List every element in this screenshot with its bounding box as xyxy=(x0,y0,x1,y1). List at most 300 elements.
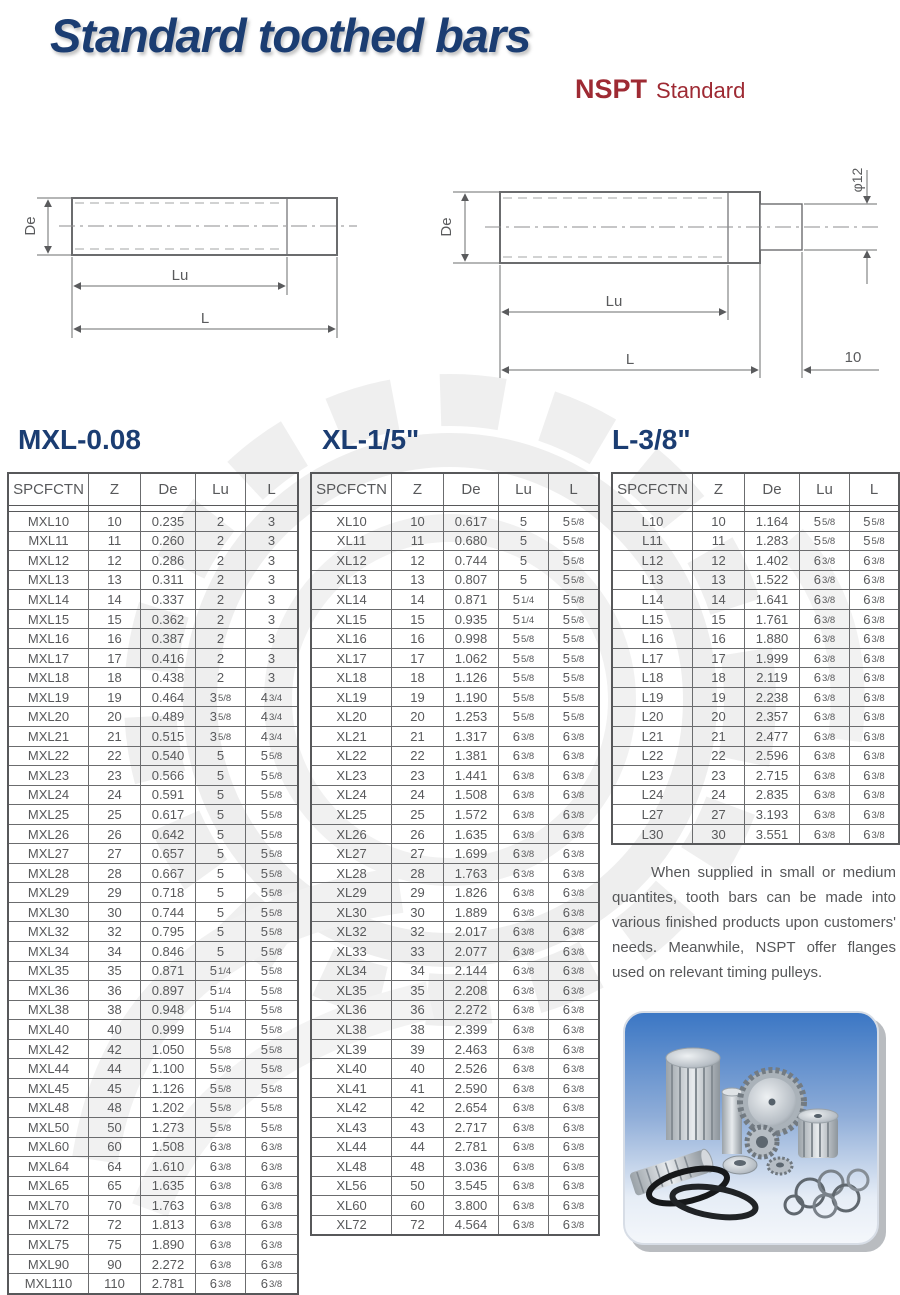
cell-spcfctn: XL26 xyxy=(336,826,367,842)
cell-z: 11 xyxy=(692,532,744,551)
cell-l: 6 3/8 xyxy=(548,1157,598,1176)
cell-l: 6 3/8 xyxy=(548,1177,598,1196)
cell-l: 5 5/8 xyxy=(245,786,297,805)
cell-lu: 6 3/8 xyxy=(799,649,849,668)
cell-l: 6 3/8 xyxy=(548,786,598,805)
table-row xyxy=(312,844,598,864)
cell-l: 5 5/8 xyxy=(548,551,598,570)
dim-label-de: De xyxy=(22,216,39,236)
cell-de: 1.126 xyxy=(443,668,498,687)
table-row xyxy=(613,649,898,669)
cell-z: 10 xyxy=(391,512,443,531)
cell-z: 28 xyxy=(391,864,443,883)
cell-lu: 6 3/8 xyxy=(498,1177,548,1196)
cell-spcfctn: L17 xyxy=(641,650,664,666)
cell-l: 3 xyxy=(245,512,297,531)
cell-de: 2.272 xyxy=(140,1255,195,1274)
cell-z: 65 xyxy=(88,1177,140,1196)
table-row xyxy=(9,766,297,786)
cell-de: 1.610 xyxy=(140,1157,195,1176)
cell-z: 26 xyxy=(88,825,140,844)
cell-lu: 6 3/8 xyxy=(799,727,849,746)
cell-spcfctn: MXL19 xyxy=(27,689,70,705)
table-header-row xyxy=(613,474,898,506)
cell-de: 0.540 xyxy=(140,747,195,766)
table-row xyxy=(312,1216,598,1235)
cell-spcfctn: XL17 xyxy=(336,650,367,666)
cell-l: 5 5/8 xyxy=(849,532,898,551)
cell-l: 5 5/8 xyxy=(548,571,598,590)
toothed-bar-drawing-right xyxy=(425,140,895,390)
cell-lu: 5 xyxy=(195,766,245,785)
table-row xyxy=(9,1020,297,1040)
cell-lu: 2 xyxy=(195,649,245,668)
cell-l: 6 3/8 xyxy=(548,1059,598,1078)
cell-l: 5 5/8 xyxy=(548,610,598,629)
cell-z: 40 xyxy=(88,1020,140,1039)
cell-l: 5 5/8 xyxy=(245,962,297,981)
table-row xyxy=(9,786,297,806)
cell-de: 0.948 xyxy=(140,1001,195,1020)
cell-de: 2.596 xyxy=(744,747,799,766)
cell-lu: 6 3/8 xyxy=(195,1216,245,1235)
cell-lu: 5 5/8 xyxy=(498,688,548,707)
cell-z: 20 xyxy=(391,707,443,726)
cell-spcfctn: MXL24 xyxy=(27,787,70,803)
table-row xyxy=(9,629,297,649)
cell-lu: 6 3/8 xyxy=(498,1098,548,1117)
cell-z: 16 xyxy=(391,629,443,648)
cell-de: 0.362 xyxy=(140,610,195,629)
cell-lu: 6 3/8 xyxy=(799,688,849,707)
cell-de: 1.763 xyxy=(443,864,498,883)
cell-l: 5 5/8 xyxy=(245,766,297,785)
cell-z: 39 xyxy=(391,1040,443,1059)
table-row xyxy=(613,590,898,610)
spec-table-mxl xyxy=(7,472,299,1295)
cell-de: 3.193 xyxy=(744,805,799,824)
cell-spcfctn: XL44 xyxy=(336,1139,367,1155)
cell-de: 0.667 xyxy=(140,864,195,883)
cell-l: 6 3/8 xyxy=(548,962,598,981)
cell-de: 0.999 xyxy=(140,1020,195,1039)
cell-z: 12 xyxy=(692,551,744,570)
table-row xyxy=(312,1118,598,1138)
cell-l: 6 3/8 xyxy=(548,883,598,902)
cell-z: 19 xyxy=(391,688,443,707)
cell-spcfctn: L21 xyxy=(641,728,664,744)
table-row xyxy=(312,668,598,688)
cell-lu: 6 3/8 xyxy=(498,766,548,785)
cell-lu: 5 1/4 xyxy=(498,590,548,609)
small-gear-pulley xyxy=(747,1127,777,1157)
header-cell-l: L xyxy=(849,474,898,505)
cell-l: 5 5/8 xyxy=(548,532,598,551)
table-row xyxy=(312,981,598,1001)
cell-l: 6 3/8 xyxy=(849,610,898,629)
cell-de: 0.657 xyxy=(140,844,195,863)
table-row xyxy=(312,766,598,786)
cell-l: 5 5/8 xyxy=(245,1059,297,1078)
dim-label-lu: Lu xyxy=(605,293,623,310)
table-row xyxy=(9,571,297,591)
cell-spcfctn: L19 xyxy=(641,689,664,705)
cell-spcfctn: MXL30 xyxy=(27,904,70,920)
cell-de: 1.508 xyxy=(443,786,498,805)
header-cell-spcfctn: SPCFCTN xyxy=(316,481,387,498)
cell-z: 38 xyxy=(391,1020,443,1039)
table-row xyxy=(312,1138,598,1158)
table-row xyxy=(9,551,297,571)
cell-spcfctn: L14 xyxy=(641,591,664,607)
cell-spcfctn: MXL25 xyxy=(27,806,70,822)
cell-spcfctn: L16 xyxy=(641,631,664,647)
cell-z: 21 xyxy=(391,727,443,746)
cell-z: 25 xyxy=(88,805,140,824)
table-row xyxy=(9,707,297,727)
cell-spcfctn: MXL14 xyxy=(27,591,70,607)
cell-spcfctn: MXL42 xyxy=(27,1041,70,1057)
brand-name: NSPT xyxy=(575,74,648,104)
table-row xyxy=(9,1001,297,1021)
cell-spcfctn: MXL110 xyxy=(24,1276,73,1292)
cell-lu: 5 1/4 xyxy=(498,610,548,629)
table-row xyxy=(9,903,297,923)
header-cell-spcfctn: SPCFCTN xyxy=(13,481,84,498)
cell-de: 2.717 xyxy=(443,1118,498,1137)
cell-spcfctn: MXL26 xyxy=(27,826,70,842)
cell-spcfctn: XL32 xyxy=(336,924,367,940)
cell-spcfctn: XL48 xyxy=(336,1158,367,1174)
table-row xyxy=(312,1020,598,1040)
cell-l: 6 3/8 xyxy=(548,1098,598,1117)
cell-lu: 5 xyxy=(195,864,245,883)
cell-de: 1.508 xyxy=(140,1138,195,1157)
table-row xyxy=(613,727,898,747)
toothed-bar-cylinder xyxy=(666,1048,720,1140)
cell-z: 30 xyxy=(692,825,744,844)
cell-z: 24 xyxy=(692,786,744,805)
cell-de: 0.718 xyxy=(140,883,195,902)
table-row xyxy=(9,1098,297,1118)
cell-de: 1.381 xyxy=(443,747,498,766)
flanged-pulley xyxy=(723,1156,757,1174)
cell-l: 5 5/8 xyxy=(548,668,598,687)
cell-de: 1.761 xyxy=(744,610,799,629)
table-row xyxy=(9,1177,297,1197)
cell-spcfctn: MXL17 xyxy=(27,650,70,666)
table-row xyxy=(312,1040,598,1060)
cell-z: 20 xyxy=(88,707,140,726)
cell-l: 6 3/8 xyxy=(548,1196,598,1215)
cell-de: 1.402 xyxy=(744,551,799,570)
cell-lu: 6 3/8 xyxy=(195,1235,245,1254)
cell-lu: 5 xyxy=(195,786,245,805)
cell-z: 16 xyxy=(692,629,744,648)
cell-lu: 5 5/8 xyxy=(498,649,548,668)
cell-lu: 6 3/8 xyxy=(498,1079,548,1098)
cell-de: 1.190 xyxy=(443,688,498,707)
table-row xyxy=(312,825,598,845)
cell-z: 24 xyxy=(391,786,443,805)
cell-spcfctn: MXL28 xyxy=(27,865,70,881)
spec-table-l xyxy=(611,472,900,845)
cell-z: 11 xyxy=(391,532,443,551)
cell-lu: 2 xyxy=(195,571,245,590)
cell-z: 22 xyxy=(391,747,443,766)
cell-z: 22 xyxy=(88,747,140,766)
cell-de: 3.545 xyxy=(443,1177,498,1196)
cell-z: 34 xyxy=(88,942,140,961)
table-row xyxy=(312,512,598,532)
cell-de: 1.999 xyxy=(744,649,799,668)
cell-lu: 6 3/8 xyxy=(498,1040,548,1059)
cell-z: 19 xyxy=(692,688,744,707)
cell-lu: 6 3/8 xyxy=(498,727,548,746)
cell-de: 0.871 xyxy=(140,962,195,981)
cell-lu: 2 xyxy=(195,668,245,687)
cell-lu: 5 5/8 xyxy=(799,532,849,551)
table-row xyxy=(613,610,898,630)
cell-l: 6 3/8 xyxy=(548,747,598,766)
cell-de: 0.591 xyxy=(140,786,195,805)
cell-spcfctn: MXL15 xyxy=(27,611,70,627)
cell-l: 5 5/8 xyxy=(245,883,297,902)
cell-z: 21 xyxy=(88,727,140,746)
cell-l: 6 3/8 xyxy=(849,688,898,707)
cell-spcfctn: MXL35 xyxy=(27,963,70,979)
product-photo xyxy=(622,1010,890,1256)
cell-lu: 5 xyxy=(195,883,245,902)
table-row xyxy=(9,668,297,688)
table-row xyxy=(613,688,898,708)
cell-lu: 5 xyxy=(195,747,245,766)
cell-z: 26 xyxy=(391,825,443,844)
cell-de: 0.387 xyxy=(140,629,195,648)
cell-lu: 5 5/8 xyxy=(195,1079,245,1098)
table-row xyxy=(613,786,898,806)
header-cell-de: De xyxy=(744,474,799,505)
table-row xyxy=(9,942,297,962)
cell-lu: 6 3/8 xyxy=(498,922,548,941)
cell-lu: 5 xyxy=(195,922,245,941)
cell-lu: 5 5/8 xyxy=(195,1098,245,1117)
cell-spcfctn: XL39 xyxy=(336,1041,367,1057)
cell-l: 5 5/8 xyxy=(548,590,598,609)
cell-de: 1.763 xyxy=(140,1196,195,1215)
cell-z: 23 xyxy=(692,766,744,785)
cell-lu: 6 3/8 xyxy=(498,747,548,766)
cell-spcfctn: MXL48 xyxy=(27,1100,70,1116)
cell-l: 6 3/8 xyxy=(245,1138,297,1157)
cell-de: 1.889 xyxy=(443,903,498,922)
cell-l: 4 3/4 xyxy=(245,707,297,726)
cell-spcfctn: XL33 xyxy=(336,943,367,959)
cell-l: 6 3/8 xyxy=(849,649,898,668)
cell-spcfctn: L13 xyxy=(641,572,664,588)
dim-label-l: L xyxy=(200,310,210,327)
cell-lu: 6 3/8 xyxy=(498,1118,548,1137)
brand-suffix: Standard xyxy=(656,78,746,103)
cell-spcfctn: L22 xyxy=(641,748,664,764)
cell-lu: 6 3/8 xyxy=(195,1196,245,1215)
cell-lu: 6 3/8 xyxy=(195,1138,245,1157)
cell-z: 90 xyxy=(88,1255,140,1274)
cell-z: 19 xyxy=(88,688,140,707)
cell-de: 1.126 xyxy=(140,1079,195,1098)
cell-l: 6 3/8 xyxy=(548,981,598,1000)
cell-lu: 5 1/4 xyxy=(195,1020,245,1039)
cell-lu: 5 xyxy=(498,532,548,551)
cell-lu: 2 xyxy=(195,532,245,551)
cell-de: 1.202 xyxy=(140,1098,195,1117)
cell-lu: 5 1/4 xyxy=(195,962,245,981)
cell-spcfctn: MXL38 xyxy=(27,1002,70,1018)
cell-z: 13 xyxy=(692,571,744,590)
cell-z: 30 xyxy=(391,903,443,922)
cell-lu: 6 3/8 xyxy=(498,1001,548,1020)
cell-l: 3 xyxy=(245,668,297,687)
table-row xyxy=(613,532,898,552)
cell-z: 17 xyxy=(88,649,140,668)
cell-z: 20 xyxy=(692,707,744,726)
cell-z: 28 xyxy=(88,864,140,883)
cell-de: 2.715 xyxy=(744,766,799,785)
cell-spcfctn: L11 xyxy=(642,533,663,549)
cell-l: 6 3/8 xyxy=(548,825,598,844)
cell-l: 6 3/8 xyxy=(245,1177,297,1196)
cell-spcfctn: MXL20 xyxy=(27,709,70,725)
cell-spcfctn: MXL64 xyxy=(27,1158,70,1174)
cell-de: 1.273 xyxy=(140,1118,195,1137)
table-row xyxy=(613,707,898,727)
cell-l: 3 xyxy=(245,610,297,629)
cell-z: 10 xyxy=(88,512,140,531)
header-cell-l: L xyxy=(245,474,297,505)
table-row xyxy=(9,864,297,884)
cell-z: 15 xyxy=(692,610,744,629)
cell-lu: 6 3/8 xyxy=(498,1059,548,1078)
cell-z: 15 xyxy=(88,610,140,629)
cell-l: 6 3/8 xyxy=(548,942,598,961)
cell-de: 2.463 xyxy=(443,1040,498,1059)
cell-spcfctn: MXL22 xyxy=(27,748,70,764)
cell-spcfctn: L20 xyxy=(641,709,664,725)
cell-l: 6 3/8 xyxy=(548,922,598,941)
table-row xyxy=(9,1138,297,1158)
cell-z: 30 xyxy=(88,903,140,922)
cell-spcfctn: XL27 xyxy=(336,846,367,862)
table-row xyxy=(312,571,598,591)
cell-l: 5 5/8 xyxy=(245,844,297,863)
cell-z: 50 xyxy=(88,1118,140,1137)
table-row xyxy=(312,1001,598,1021)
cell-spcfctn: MXL40 xyxy=(27,1021,70,1037)
cell-l: 5 5/8 xyxy=(245,805,297,824)
table-row xyxy=(9,747,297,767)
cell-de: 0.617 xyxy=(140,805,195,824)
cell-spcfctn: MXL10 xyxy=(27,513,70,529)
table-row xyxy=(9,883,297,903)
cell-spcfctn: MXL29 xyxy=(27,885,70,901)
cell-z: 24 xyxy=(88,786,140,805)
cell-lu: 6 3/8 xyxy=(498,825,548,844)
table-row xyxy=(9,1235,297,1255)
cell-spcfctn: XL36 xyxy=(336,1002,367,1018)
cell-l: 5 5/8 xyxy=(245,942,297,961)
spec-table-xl xyxy=(310,472,600,1236)
cell-spcfctn: MXL45 xyxy=(27,1080,70,1096)
cell-spcfctn: MXL13 xyxy=(27,572,70,588)
cell-l: 5 5/8 xyxy=(245,922,297,941)
large-pulley xyxy=(740,1070,804,1134)
cell-de: 0.744 xyxy=(443,551,498,570)
cell-z: 25 xyxy=(391,805,443,824)
cell-lu: 6 3/8 xyxy=(498,805,548,824)
table-row xyxy=(9,688,297,708)
cell-l: 5 5/8 xyxy=(548,512,598,531)
cell-l: 6 3/8 xyxy=(849,786,898,805)
cell-l: 6 3/8 xyxy=(548,844,598,863)
cell-lu: 6 3/8 xyxy=(195,1255,245,1274)
cell-lu: 6 3/8 xyxy=(498,786,548,805)
cell-spcfctn: XL16 xyxy=(336,631,367,647)
cell-de: 0.871 xyxy=(443,590,498,609)
cell-l: 6 3/8 xyxy=(849,668,898,687)
cell-lu: 6 3/8 xyxy=(498,883,548,902)
table-row xyxy=(613,571,898,591)
cell-de: 1.062 xyxy=(443,649,498,668)
cell-spcfctn: L30 xyxy=(641,826,664,842)
cell-lu: 6 3/8 xyxy=(799,747,849,766)
cell-l: 6 3/8 xyxy=(548,766,598,785)
table-row xyxy=(312,747,598,767)
table-row xyxy=(312,1157,598,1177)
cell-de: 2.238 xyxy=(744,688,799,707)
cell-spcfctn: L12 xyxy=(641,552,664,568)
cell-de: 0.489 xyxy=(140,707,195,726)
cell-l: 3 xyxy=(245,649,297,668)
cell-de: 1.635 xyxy=(140,1177,195,1196)
cell-de: 1.699 xyxy=(443,844,498,863)
cell-l: 5 5/8 xyxy=(245,1098,297,1117)
cell-lu: 5 xyxy=(195,903,245,922)
cell-l: 6 3/8 xyxy=(245,1196,297,1215)
cell-l: 6 3/8 xyxy=(548,1001,598,1020)
cell-lu: 6 3/8 xyxy=(799,551,849,570)
table-row xyxy=(312,903,598,923)
cell-lu: 6 3/8 xyxy=(195,1157,245,1176)
cell-l: 6 3/8 xyxy=(849,551,898,570)
cell-lu: 6 3/8 xyxy=(799,571,849,590)
cell-de: 0.235 xyxy=(140,512,195,531)
cell-de: 2.590 xyxy=(443,1079,498,1098)
cell-z: 42 xyxy=(88,1040,140,1059)
cell-de: 3.551 xyxy=(744,825,799,844)
cell-lu: 6 3/8 xyxy=(799,610,849,629)
page-title: Standard toothed bars xyxy=(50,9,531,62)
header-cell-lu: Lu xyxy=(799,474,849,505)
cell-de: 4.564 xyxy=(443,1216,498,1235)
cell-spcfctn: XL15 xyxy=(336,611,367,627)
cell-spcfctn: XL35 xyxy=(336,982,367,998)
cell-lu: 5 1/4 xyxy=(195,1001,245,1020)
table-row xyxy=(9,825,297,845)
mini-pulley xyxy=(768,1158,792,1174)
cell-lu: 5 5/8 xyxy=(195,1118,245,1137)
cell-spcfctn: XL42 xyxy=(336,1100,367,1116)
dim-label-diameter: φ12 xyxy=(849,167,865,193)
